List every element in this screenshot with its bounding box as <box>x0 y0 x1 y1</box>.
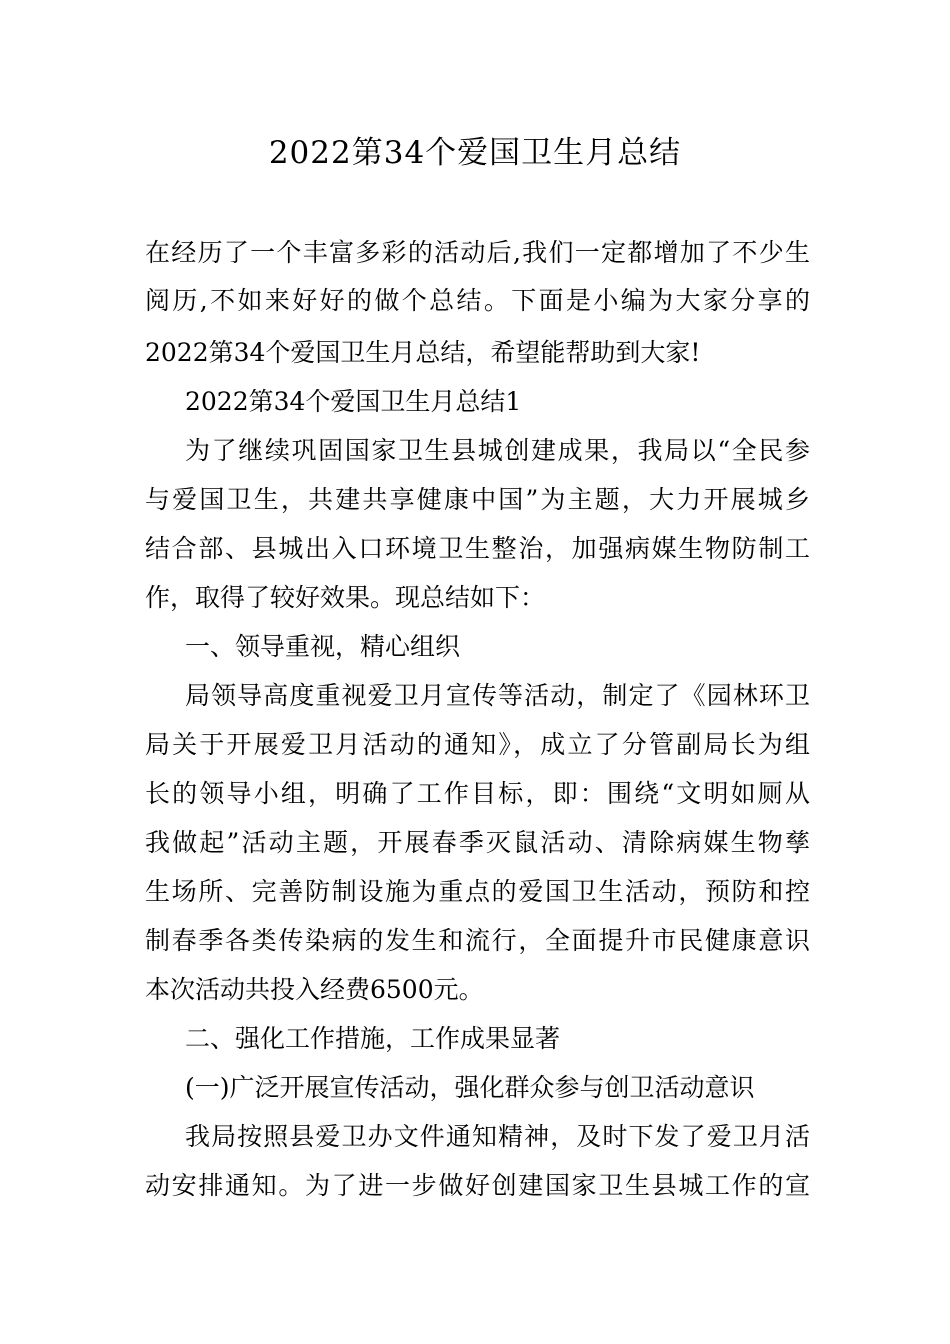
paragraph-line: 在经历了一个丰富多彩的活动后,我们一定都增加了不少生 <box>145 238 810 267</box>
paragraph-line: 阅历,不如来好好的做个总结。下面是小编为大家分享的 <box>145 286 810 315</box>
paragraph-line: 制春季各类传染病的发生和流行，全面提升市民健康意识 <box>145 926 810 955</box>
section-heading: 2022第34个爱国卫生月总结1 <box>185 387 522 416</box>
paragraph-line: 2022第34个爱国卫生月总结，希望能帮助到大家! <box>145 338 701 367</box>
paragraph-line: 本次活动共投入经费6500元。 <box>145 975 484 1004</box>
paragraph-line: 局领导高度重视爱卫月宣传等活动，制定了《园林环卫 <box>185 681 810 710</box>
paragraph-line: 我局按照县爱卫办文件通知精神，及时下发了爱卫月活 <box>185 1122 810 1151</box>
paragraph-line: 生场所、完善防制设施为重点的爱国卫生活动，预防和控 <box>145 877 810 906</box>
paragraph-line: 我做起”活动主题，开展春季灭鼠活动、清除病媒生物孳 <box>145 828 810 857</box>
paragraph-line: 长的领导小组，明确了工作目标，即：围绕“文明如厕从 <box>145 779 810 808</box>
paragraph-line: 为了继续巩固国家卫生县城创建成果，我局以“全民参 <box>185 436 810 465</box>
paragraph-line: 动安排通知。为了进一步做好创建国家卫生县城工作的宣 <box>145 1171 810 1200</box>
section-heading: 一、领导重视，精心组织 <box>185 632 461 661</box>
section-heading: 二、强化工作措施，工作成果显著 <box>185 1024 561 1053</box>
subsection-heading: (一)广泛开展宣传活动，强化群众参与创卫活动意识 <box>185 1073 755 1102</box>
document-title: 2022第34个爱国卫生月总结 <box>268 135 682 171</box>
paragraph-line: 作，取得了较好效果。现总结如下： <box>145 583 546 612</box>
paragraph-line: 局关于开展爱卫月活动的通知》，成立了分管副局长为组 <box>145 730 810 759</box>
paragraph-line: 结合部、县城出入口环境卫生整治，加强病媒生物防制工 <box>145 534 810 563</box>
paragraph-line: 与爱国卫生，共建共享健康中国”为主题，大力开展城乡 <box>145 485 810 514</box>
